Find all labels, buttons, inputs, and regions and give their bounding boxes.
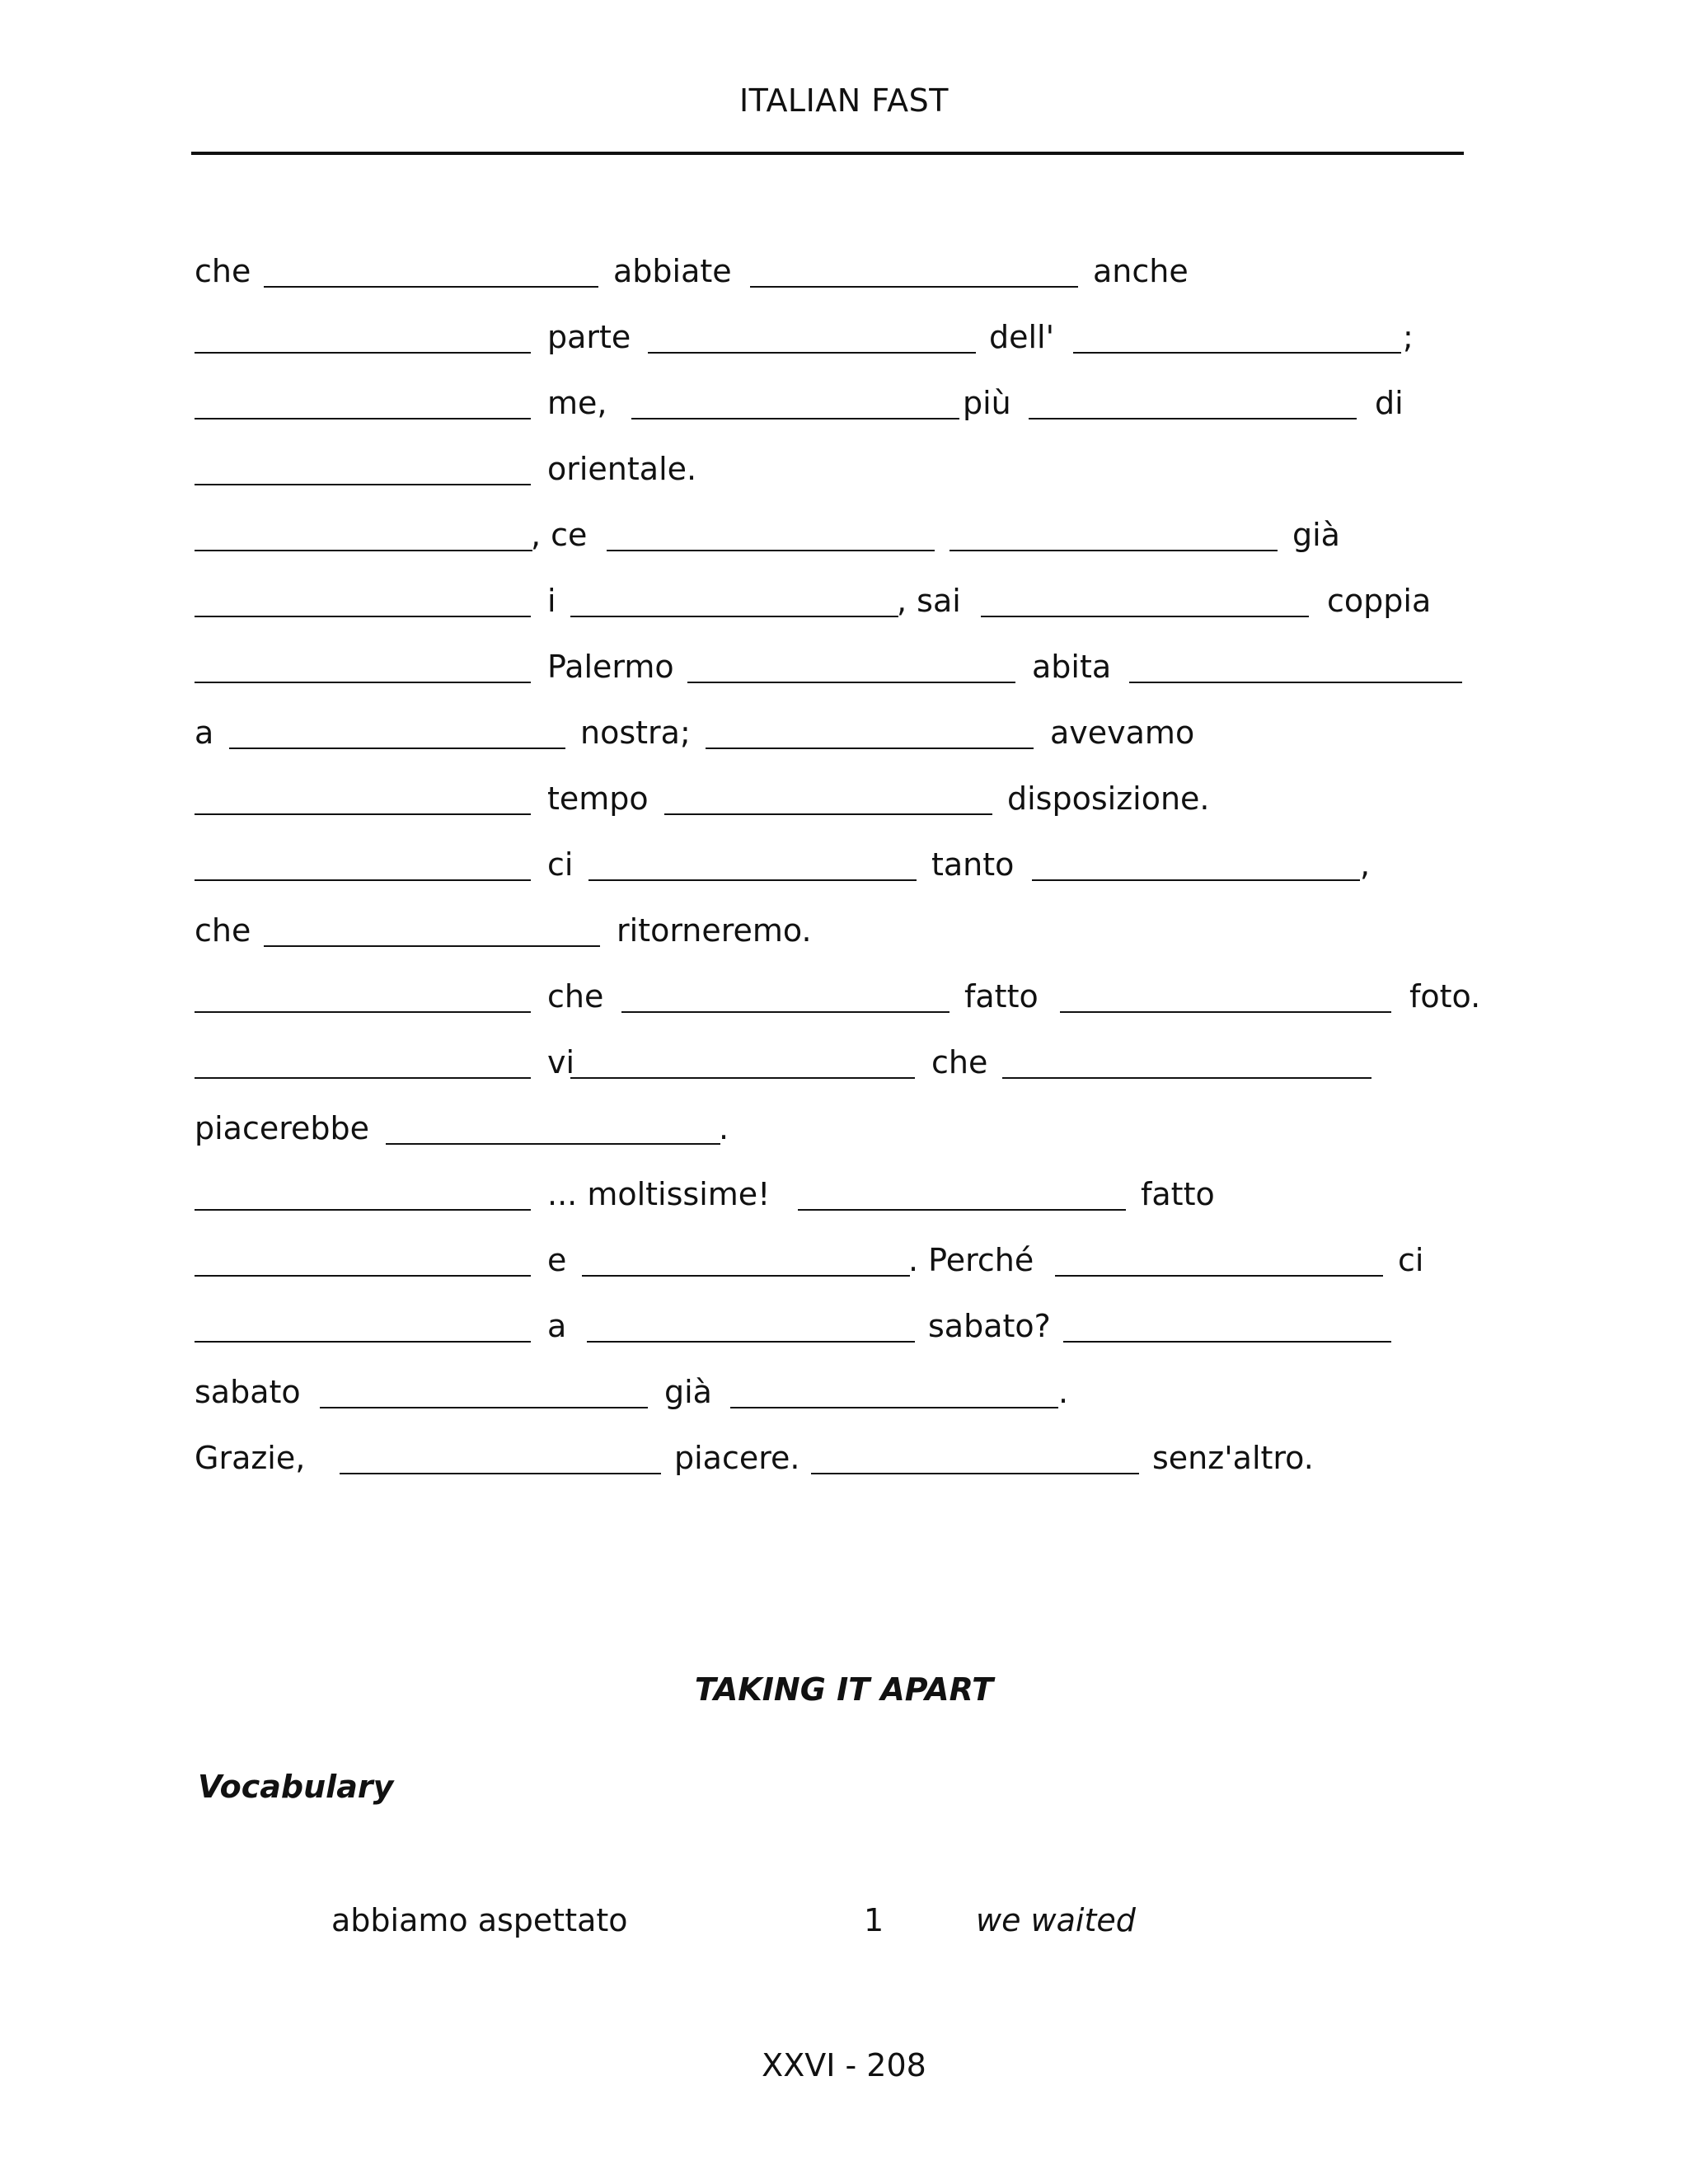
answer-blank[interactable] xyxy=(706,748,1034,749)
exercise-word: avevamo xyxy=(1050,715,1195,751)
answer-blank[interactable] xyxy=(570,616,898,617)
exercise-word: tempo xyxy=(547,780,649,817)
exercise-word: , sai xyxy=(897,583,961,619)
answer-blank[interactable] xyxy=(664,813,992,815)
exercise-word: ci xyxy=(547,846,574,883)
answer-blank[interactable] xyxy=(1002,1077,1372,1079)
exercise-word: più xyxy=(963,385,1011,421)
answer-blank[interactable] xyxy=(229,748,565,749)
exercise-word: . Perché xyxy=(908,1242,1034,1278)
answer-blank[interactable] xyxy=(687,682,1015,683)
exercise-line xyxy=(0,1439,1688,1488)
answer-blank[interactable] xyxy=(195,813,531,815)
answer-blank[interactable] xyxy=(631,418,959,419)
answer-blank[interactable] xyxy=(195,484,531,485)
answer-blank[interactable] xyxy=(621,1011,950,1013)
exercise-line xyxy=(0,252,1688,302)
exercise-line xyxy=(0,1241,1688,1291)
answer-blank[interactable] xyxy=(1063,1341,1391,1343)
exercise-line xyxy=(0,318,1688,368)
exercise-word: ritorneremo. xyxy=(617,912,812,949)
exercise-word: dell' xyxy=(989,319,1055,355)
answer-blank[interactable] xyxy=(1055,1275,1383,1277)
vocabulary-term: abbiamo aspettato xyxy=(331,1902,628,1938)
exercise-word: orientale. xyxy=(547,451,697,487)
exercise-word: abita xyxy=(1032,649,1112,685)
header-rule xyxy=(191,152,1464,155)
exercise-word: fatto xyxy=(1141,1176,1215,1212)
answer-blank[interactable] xyxy=(195,1341,531,1343)
vocabulary-gloss: we waited xyxy=(976,1902,1136,1938)
page-number: XXVI - 208 xyxy=(762,2047,926,2083)
answer-blank[interactable] xyxy=(607,550,935,551)
exercise-word: i xyxy=(547,583,556,619)
answer-blank[interactable] xyxy=(320,1407,648,1408)
exercise-word: ; xyxy=(1403,319,1414,355)
exercise-line xyxy=(0,1109,1688,1159)
exercise-word: . xyxy=(1058,1374,1069,1410)
exercise-word: me, xyxy=(547,385,607,421)
answer-blank[interactable] xyxy=(195,1275,531,1277)
exercise-line xyxy=(0,912,1688,961)
answer-blank[interactable] xyxy=(811,1473,1139,1474)
vocabulary-number: 1 xyxy=(864,1902,884,1938)
section-title: TAKING IT APART xyxy=(694,1671,994,1708)
exercise-line xyxy=(0,714,1688,763)
exercise-word: sabato? xyxy=(928,1308,1051,1344)
answer-blank[interactable] xyxy=(386,1143,720,1145)
exercise-word: senz'altro. xyxy=(1152,1440,1314,1476)
exercise-word: . xyxy=(719,1110,729,1146)
exercise-line xyxy=(0,780,1688,829)
exercise-line xyxy=(0,977,1688,1027)
exercise-word: già xyxy=(1292,517,1340,553)
exercise-word: anche xyxy=(1093,253,1189,289)
answer-blank[interactable] xyxy=(264,286,598,288)
exercise-word: tanto xyxy=(931,846,1015,883)
answer-blank[interactable] xyxy=(1060,1011,1391,1013)
exercise-word: nostra; xyxy=(580,715,691,751)
vocabulary-entry xyxy=(0,1902,1688,1943)
exercise-word: ci xyxy=(1398,1242,1424,1278)
exercise-word: a xyxy=(547,1308,567,1344)
exercise-word: parte xyxy=(547,319,631,355)
exercise-line xyxy=(0,384,1688,434)
answer-blank[interactable] xyxy=(195,550,532,551)
exercise-word: , ce xyxy=(531,517,588,553)
exercise-word: a xyxy=(195,715,214,751)
exercise-line xyxy=(0,1307,1688,1357)
answer-blank[interactable] xyxy=(195,682,531,683)
page-header: ITALIAN FAST xyxy=(738,82,950,119)
answer-blank[interactable] xyxy=(588,879,917,881)
answer-blank[interactable] xyxy=(981,616,1309,617)
exercise-word: che xyxy=(931,1044,988,1080)
exercise-word: vi xyxy=(547,1044,575,1080)
answer-blank[interactable] xyxy=(195,418,531,419)
exercise-word: piacerebbe xyxy=(195,1110,370,1146)
answer-blank[interactable] xyxy=(195,1077,531,1079)
exercise-word: che xyxy=(195,253,251,289)
exercise-line xyxy=(0,846,1688,895)
answer-blank[interactable] xyxy=(1029,418,1357,419)
exercise-word: abbiate xyxy=(613,253,732,289)
answer-blank[interactable] xyxy=(264,945,600,947)
answer-blank[interactable] xyxy=(750,286,1078,288)
exercise-word: già xyxy=(664,1374,712,1410)
answer-blank[interactable] xyxy=(195,879,531,881)
exercise-word: di xyxy=(1375,385,1404,421)
exercise-line xyxy=(0,648,1688,697)
answer-blank[interactable] xyxy=(1129,682,1462,683)
answer-blank[interactable] xyxy=(587,1341,915,1343)
exercise-line xyxy=(0,516,1688,565)
exercise-word: Palermo xyxy=(547,649,674,685)
exercise-word: ... moltissime! xyxy=(547,1176,771,1212)
answer-blank[interactable] xyxy=(195,616,531,617)
answer-blank[interactable] xyxy=(950,550,1278,551)
answer-blank[interactable] xyxy=(195,1209,531,1211)
answer-blank[interactable] xyxy=(730,1407,1058,1408)
exercise-line xyxy=(0,450,1688,499)
subsection-title: Vocabulary xyxy=(198,1769,394,1805)
exercise-line xyxy=(0,1043,1688,1093)
answer-blank[interactable] xyxy=(1073,352,1401,354)
answer-blank[interactable] xyxy=(1032,879,1360,881)
exercise-word: sabato xyxy=(195,1374,301,1410)
answer-blank[interactable] xyxy=(798,1209,1126,1211)
exercise-word: coppia xyxy=(1327,583,1432,619)
exercise-word: piacere. xyxy=(674,1440,800,1476)
exercise-word: che xyxy=(195,912,251,949)
exercise-word: , xyxy=(1360,846,1371,883)
exercise-word: e xyxy=(547,1242,567,1278)
exercise-line xyxy=(0,1373,1688,1422)
exercise-word: fatto xyxy=(964,978,1039,1015)
answer-blank[interactable] xyxy=(195,352,531,354)
exercise-word: disposizione. xyxy=(1007,780,1210,817)
answer-blank[interactable] xyxy=(570,1077,915,1079)
exercise-word: che xyxy=(547,978,604,1015)
exercise-line xyxy=(0,1175,1688,1225)
exercise-word: foto. xyxy=(1409,978,1481,1015)
answer-blank[interactable] xyxy=(582,1275,910,1277)
answer-blank[interactable] xyxy=(648,352,976,354)
answer-blank[interactable] xyxy=(340,1473,661,1474)
answer-blank[interactable] xyxy=(195,1011,531,1013)
exercise-word: Grazie, xyxy=(195,1440,306,1476)
exercise-line xyxy=(0,582,1688,631)
